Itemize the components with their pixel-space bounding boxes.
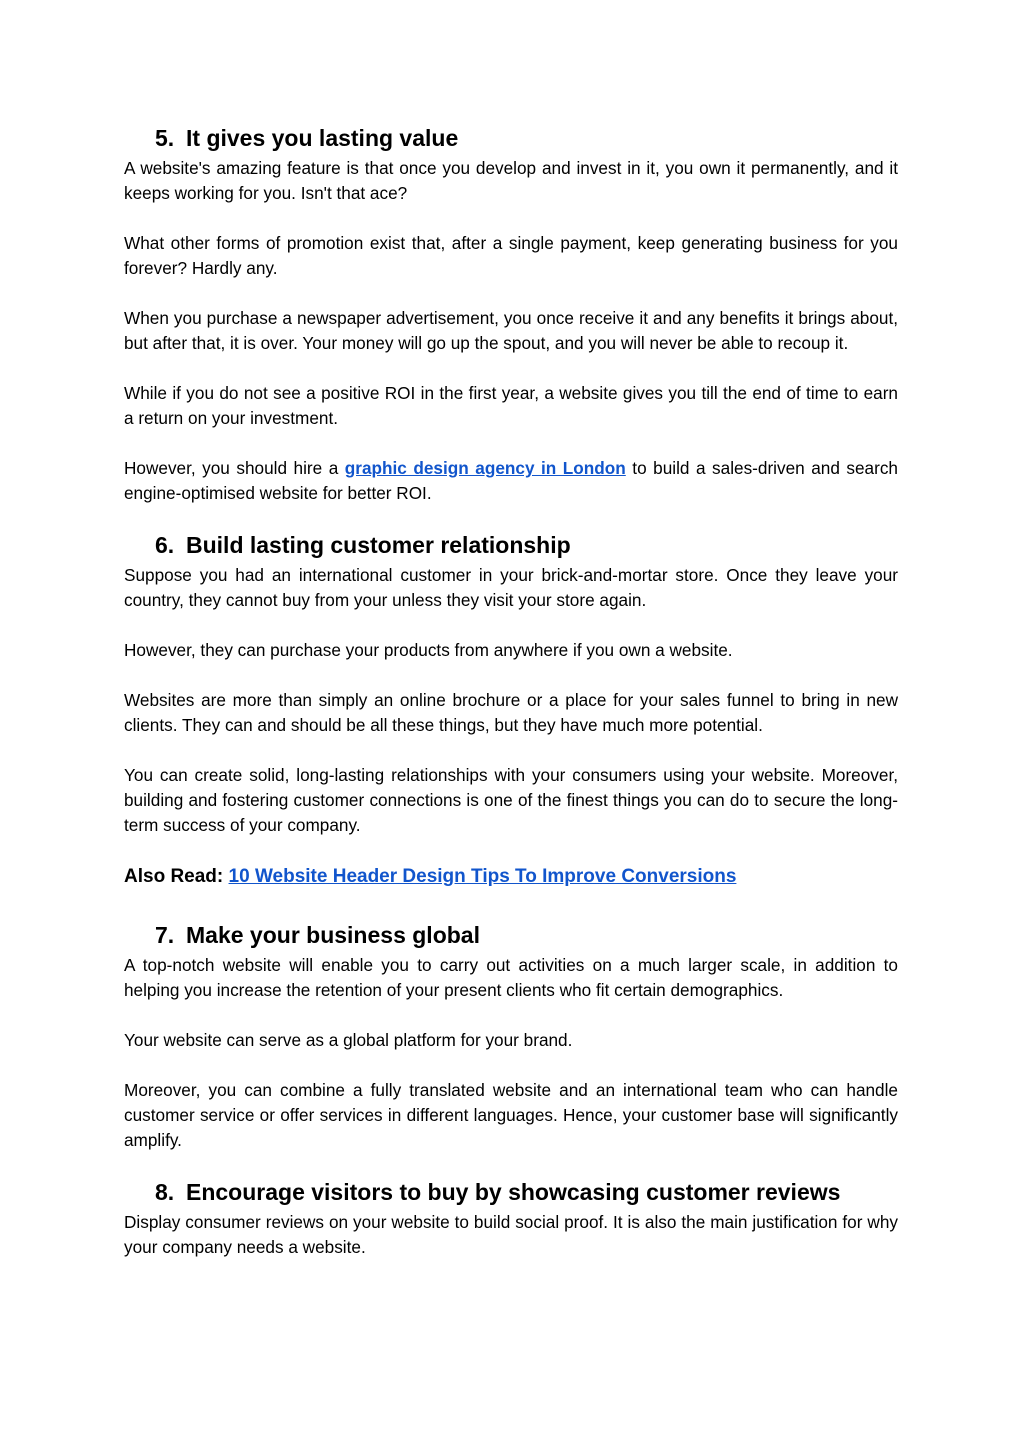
section-title: Make your business global xyxy=(186,922,480,948)
section-heading-6 xyxy=(155,529,898,561)
section-heading-5 xyxy=(155,122,898,154)
also-read-link[interactable]: 10 Website Header Design Tips To Improve Conversions xyxy=(228,866,737,887)
also-read xyxy=(124,863,898,891)
paragraph: When you purchase a newspaper advertisement, you once receive it and any benefits it brings about, but after that, it is over. Your money will go up the spout, and you will never be able to recoup it. xyxy=(124,308,898,353)
section-title: Encourage visitors to buy by showcasing customer reviews xyxy=(186,1179,841,1205)
paragraph: A website's amazing feature is that once you develop and invest in it, you own it permanently, and it keeps working for you. Isn't that ace? xyxy=(124,158,898,203)
section-title: Build lasting customer relationship xyxy=(186,532,571,558)
paragraph-text: However, you should hire a xyxy=(124,458,345,478)
section-number: 7. xyxy=(155,922,175,948)
section-number: 6. xyxy=(155,532,175,558)
section-number: 5. xyxy=(155,125,175,151)
paragraph: Suppose you had an international customer in your brick-and-mortar store. Once they leave your country, they cannot buy from your unless they visit your store again. xyxy=(124,565,898,610)
paragraph-text: to build a sales-driven and search engine-optimised website for better ROI. xyxy=(124,458,898,503)
document-page xyxy=(124,122,898,1285)
section-number: 8. xyxy=(155,1179,175,1205)
paragraph-with-link xyxy=(124,456,898,506)
also-read-label: Also Read: xyxy=(124,866,229,887)
paragraph: A top-notch website will enable you to carry out activities on a much larger scale, in addition to helping you increase the retention of your present clients who fit certain demographics. xyxy=(124,955,898,1000)
paragraph: Your website can serve as a global platform for your brand. xyxy=(124,1030,573,1050)
paragraph: You can create solid, long-lasting relationships with your consumers using your website. Moreover, building and fostering customer connections is one of the finest things you can do to secure the long-term success of your company. xyxy=(124,765,898,835)
section-title: It gives you lasting value xyxy=(186,125,459,151)
section-heading-7 xyxy=(155,919,898,951)
paragraph: Websites are more than simply an online brochure or a place for your sales funnel to bring in new clients. They can and should be all these things, but they have much more potential. xyxy=(124,690,898,735)
paragraph: What other forms of promotion exist that, after a single payment, keep generating business for you forever? Hardly any. xyxy=(124,233,898,278)
paragraph: However, they can purchase your products from anywhere if you own a website. xyxy=(124,640,733,660)
graphic-design-agency-link[interactable]: graphic design agency in London xyxy=(344,458,626,478)
paragraph: Display consumer reviews on your website to build social proof. It is also the main justification for why your company needs a website. xyxy=(124,1212,898,1257)
section-heading-8 xyxy=(155,1176,898,1208)
paragraph: Moreover, you can combine a fully translated website and an international team who can handle customer service or offer services in different languages. Hence, your customer base will significantly amplify. xyxy=(124,1080,898,1150)
paragraph: While if you do not see a positive ROI in the first year, a website gives you till the end of time to earn a return on your investment. xyxy=(124,383,898,428)
